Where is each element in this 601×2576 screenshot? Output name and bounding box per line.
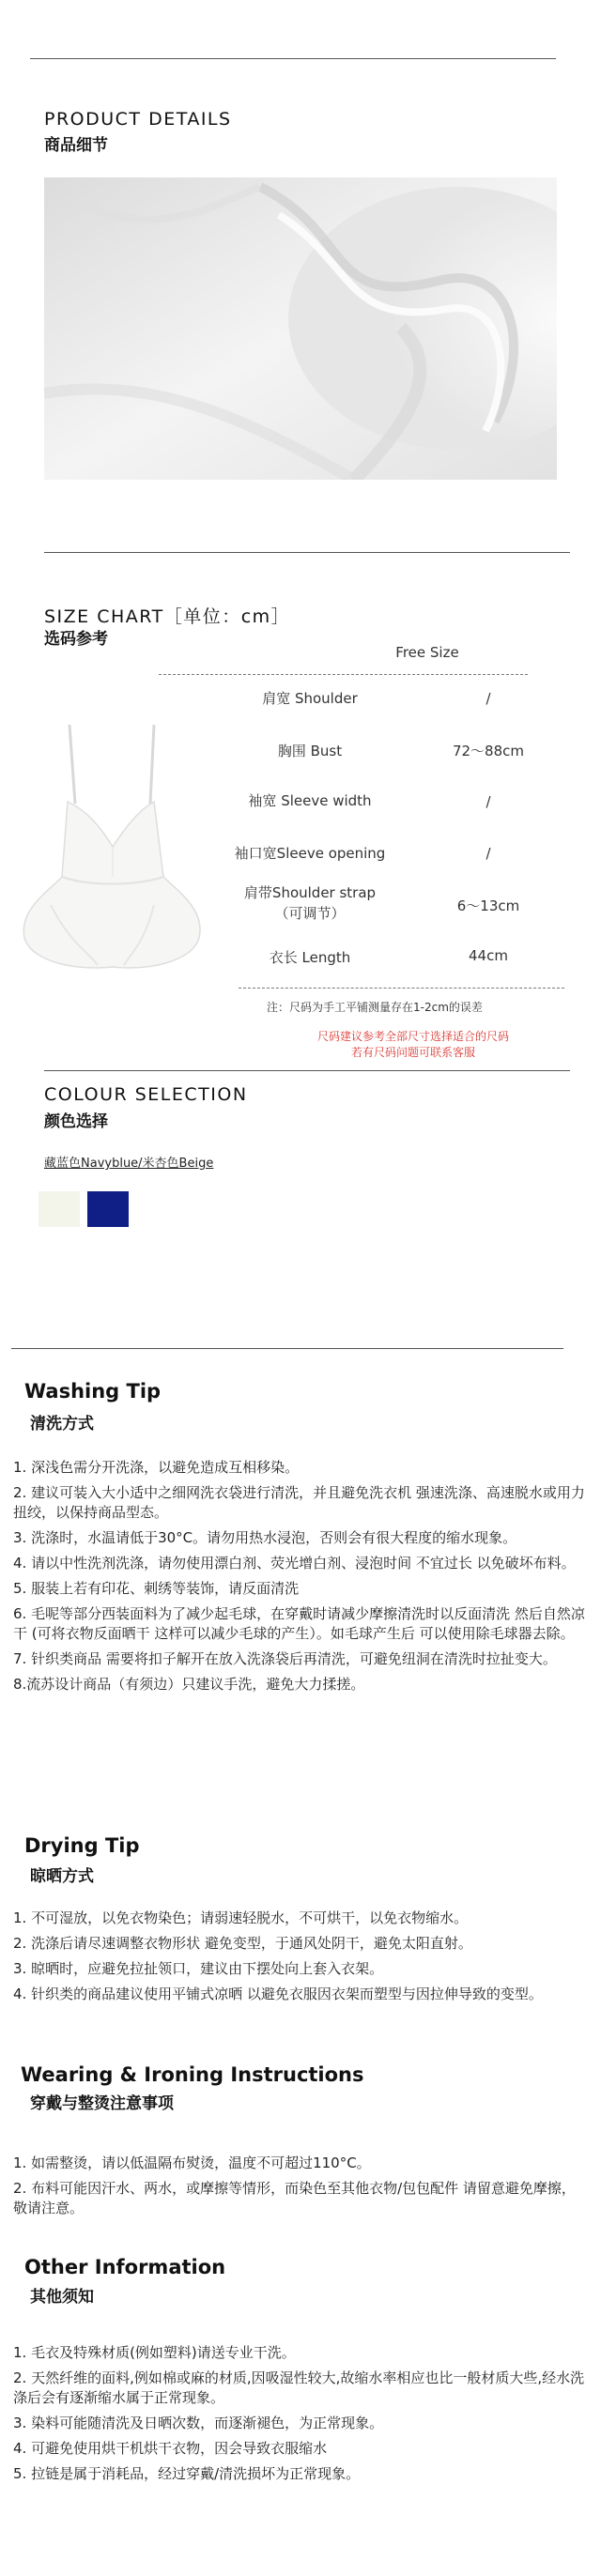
size-row-strap-label: 肩带Shoulder strap bbox=[243, 884, 377, 901]
colour-options-label: 藏蓝色Navyblue/米杏色Beige bbox=[44, 1157, 214, 1171]
size-advice-note: 尺码建议参考全部尺寸选择适合的尺码 bbox=[316, 1030, 509, 1043]
wearing-tip-subtitle: 穿戴与整烫注意事项 bbox=[30, 2094, 174, 2113]
list-item: 1. 深浅色需分开洗涤，以避免造成互相移染。 bbox=[13, 1459, 300, 1476]
list-item: 1. 不可湿放，以免衣物染色；请弱速轻脱水，不可烘干，以免衣物缩水。 bbox=[13, 1909, 469, 1926]
list-item: 6. 毛呢等部分西装面料为了减少起毛球，在穿戴时请减少摩擦清洗时以反面清洗 然后自然凉干 (可将衣物反面晒干 这样可以减少毛球的产生）。如毛球产生后 可以使用除毛球器去除。 bbox=[13, 1605, 585, 1642]
size-row-strap-label-note: （可调节） bbox=[274, 905, 346, 922]
size-row-length-value: 44cm bbox=[469, 947, 508, 964]
drying-tip-title: Drying Tip bbox=[24, 1834, 140, 1857]
wearing-tip-title: Wearing & Ironing Instructions bbox=[21, 2063, 364, 2086]
list-item: 3. 晾晒时，应避免拉扯领口，建议由下摆处向上套入衣架。 bbox=[13, 1960, 384, 1977]
list-item: 7. 针织类商品 需要将扣子解开在放入洗涤袋后再清洗，可避免纽洞在清洗时拉扯变大。 bbox=[13, 1650, 557, 1667]
list-item: 3. 洗涤时，水温请低于30°C。请勿用热水浸泡，否则会有很大程度的缩水现象。 bbox=[13, 1529, 517, 1546]
size-row-shoulder-value: / bbox=[485, 690, 491, 707]
list-item: 3. 染料可能随清洗及日晒次数，而逐渐褪色，为正常现象。 bbox=[13, 2415, 384, 2431]
size-row-length-label: 衣长 Length bbox=[269, 949, 351, 966]
size-row-sleeve-width-value: / bbox=[485, 793, 491, 810]
size-contact-note: 若有尺码问题可联系客服 bbox=[350, 1046, 475, 1059]
other-info-list bbox=[13, 2343, 588, 2490]
list-item: 2. 布料可能因汗水、两水，或摩擦等情形，而染色至其他衣物/包包配件 请留意避免摩擦，敬请注意。 bbox=[13, 2180, 576, 2216]
size-measure-note: 注：尺码为手工平铺测量存在1-2cm的误差 bbox=[267, 1001, 483, 1014]
washing-tip-list bbox=[13, 1458, 588, 1700]
list-item: 4. 针织类的商品建议使用平铺式凉晒 以避免衣服因衣架而塑型与因拉伸导致的变型。 bbox=[13, 1986, 543, 2002]
garment-image bbox=[13, 717, 210, 974]
size-row-sleeve-opening-label: 袖口宽Sleeve opening bbox=[234, 845, 386, 862]
divider-after-size bbox=[44, 1070, 570, 1071]
washing-tip-subtitle: 清洗方式 bbox=[30, 1415, 94, 1434]
size-row-sleeve-opening-value: / bbox=[485, 845, 491, 862]
colour-subtitle: 颜色选择 bbox=[44, 1112, 108, 1131]
list-item: 5. 拉链是属于消耗品，经过穿戴/清洗损坏为正常现象。 bbox=[13, 2465, 361, 2482]
size-row-strap-value: 6～13cm bbox=[456, 897, 520, 914]
size-column-header: Free Size bbox=[395, 644, 459, 661]
size-footer-dashed-line bbox=[239, 988, 564, 989]
divider-before-tips bbox=[11, 1348, 563, 1349]
list-item: 2. 天然纤维的面料,例如棉或麻的材质,因吸湿性较大,故缩水率相应也比一般材质大些,经水洗涤后会有逐渐缩水属于正常现象。 bbox=[13, 2369, 585, 2406]
product-details-subtitle: 商品细节 bbox=[44, 136, 108, 155]
other-info-title: Other Information bbox=[24, 2256, 226, 2278]
size-row-shoulder-label: 肩宽 Shoulder bbox=[262, 690, 358, 707]
product-details-title: PRODUCT DETAILS bbox=[44, 109, 232, 130]
drying-tip-list bbox=[13, 1909, 588, 2010]
swatch-beige[interactable] bbox=[39, 1191, 80, 1227]
list-item: 1. 如需整烫，请以低温隔布熨烫，温度不可超过110°C。 bbox=[13, 2154, 371, 2171]
drying-tip-subtitle: 晾晒方式 bbox=[30, 1867, 94, 1886]
list-item: 4. 可避免使用烘干机烘干衣物，因会导致衣服缩水 bbox=[13, 2440, 328, 2457]
colour-title: COLOUR SELECTION bbox=[44, 1084, 248, 1105]
washing-tip-title: Washing Tip bbox=[24, 1380, 162, 1403]
size-row-sleeve-width-label: 袖宽 Sleeve width bbox=[248, 792, 372, 809]
wearing-tip-list bbox=[13, 2154, 588, 2224]
divider-after-details bbox=[44, 552, 570, 553]
list-item: 5. 服装上若有印花、刺绣等装饰，请反面清洗 bbox=[13, 1580, 300, 1597]
fabric-detail-image bbox=[44, 177, 557, 480]
list-item: 2. 建议可装入大小适中之细网洗衣袋进行清洗，并且避免洗衣机 强速洗涤、高速脱水或用力扭绞，以保持商品型态。 bbox=[13, 1484, 585, 1521]
size-header-dashed-line bbox=[159, 674, 528, 675]
size-chart-subtitle: 选码参考 bbox=[44, 630, 108, 649]
list-item: 1. 毛衣及特殊材质(例如塑料)请送专业干洗。 bbox=[13, 2344, 296, 2361]
top-divider bbox=[30, 58, 556, 59]
swatch-navy[interactable] bbox=[87, 1191, 129, 1227]
size-row-bust-value: 72～88cm bbox=[452, 743, 525, 759]
other-info-subtitle: 其他须知 bbox=[30, 2288, 94, 2307]
list-item: 4. 请以中性洗剂洗涤，请勿使用漂白剂、荧光增白剂、浸泡时间 不宜过长 以免破坏布料。 bbox=[13, 1555, 576, 1572]
list-item: 2. 洗涤后请尽速调整衣物形状 避免变型，于通风处阴干，避免太阳直射。 bbox=[13, 1935, 472, 1952]
size-row-bust-label: 胸围 Bust bbox=[277, 743, 343, 759]
list-item: 8.流苏设计商品（有须边）只建议手洗，避免大力揉搓。 bbox=[13, 1676, 365, 1693]
size-chart-title: SIZE CHART［单位：cm］ bbox=[44, 606, 291, 627]
